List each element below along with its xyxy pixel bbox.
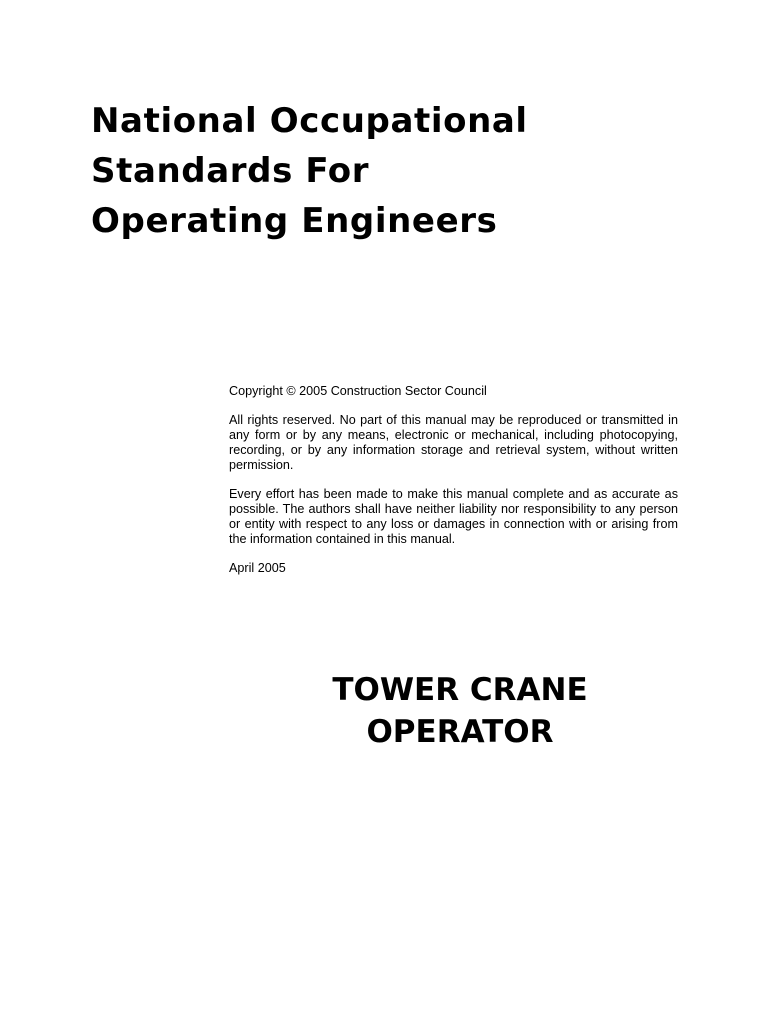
title-line-2: Standards For xyxy=(91,151,370,191)
copyright-line: Copyright © 2005 Construction Sector Council xyxy=(229,384,487,398)
publication-date: April 2005 xyxy=(229,561,286,575)
document-title xyxy=(91,96,528,246)
subtitle-line-1: TOWER CRANE xyxy=(332,672,588,708)
disclaimer-paragraph: Every effort has been made to make this manual complete and as accurate as possible. The authors shall have neither liability nor responsibility to any person or entity with respect to any loss or damages in connection with or arising from the information contained in this manual. xyxy=(229,487,678,546)
rights-paragraph: All rights reserved. No part of this manual may be reproduced or transmitted in any form or by any means, electronic or mechanical, including photocopying, recording, or by any information storage and retrieval system, without written permission. xyxy=(229,413,678,472)
title-line-3: Operating Engineers xyxy=(91,201,498,241)
title-line-1: National Occupational xyxy=(91,101,528,141)
subtitle-line-2: OPERATOR xyxy=(366,714,554,750)
legal-notice xyxy=(229,384,678,590)
occupation-title xyxy=(300,669,620,753)
